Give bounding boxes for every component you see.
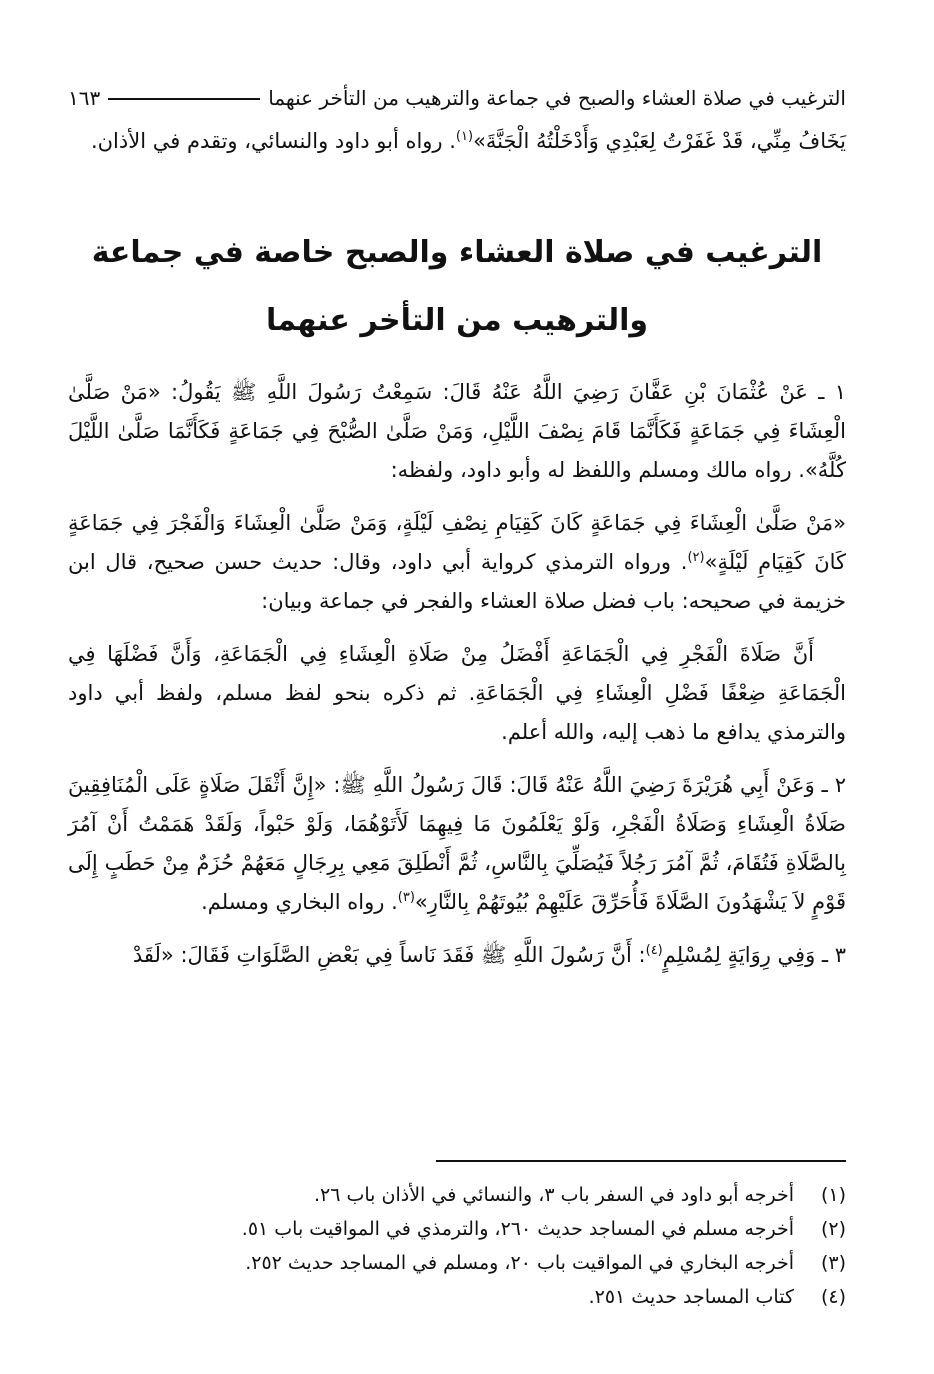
footnote-mark: (٢) [820, 1218, 846, 1240]
intro-tail: . رواه أبو داود والنسائي، وتقدم في الأذان. [90, 129, 456, 153]
ibn-khuzaymah-chapter [68, 635, 846, 752]
footnote-ref-2: (٢) [687, 550, 705, 565]
footnote-separator [436, 1160, 846, 1162]
footnote-text: أخرجه مسلم في المساجد حديث ٢٦٠، والترمذي في المواقيت باب ٥١. [241, 1218, 794, 1240]
footnote-text: كتاب المساجد حديث ٢٥١. [588, 1286, 794, 1308]
footnote-text: أخرجه البخاري في المواقيت باب ٢٠، ومسلم في المساجد حديث ٢٥٢. [245, 1252, 794, 1274]
hadith-1 [68, 373, 846, 490]
hadith-1-variant-text: «مَنْ صَلَّىٰ الْعِشَاءَ فِي جَمَاعَةٍ كَانَ كَقِيَامِ نِصْفِ لَيْلَةٍ، وَمَنْ صَلَّىٰ الْعِشَاءَ وَالْفَجْرَ فِي جَمَاعَةٍ كَانَ كَقِيَامِ لَيْلَةٍ» [68, 511, 847, 574]
footnote-mark: (١) [820, 1184, 846, 1206]
footnote-item [68, 1280, 846, 1314]
footnote-mark: (٣) [820, 1252, 846, 1274]
hadith-3-text: ٣ ـ وَفِي رِوَايَةٍ لِمُسْلِمٍ [662, 943, 846, 967]
hadith-2-tail: . رواه البخاري ومسلم. [201, 890, 398, 914]
footnote-item [68, 1178, 846, 1212]
hadith-2 [68, 766, 846, 922]
footnote-ref-3: (٣) [397, 890, 415, 905]
hadith-1-variant-tail: . ورواه الترمذي كرواية أبي داود، وقال: حديث حسن صحيح، قال ابن خزيمة في صحيحه: باب فضل صلاة العشاء والفجر في جماعة وبيان: [68, 550, 846, 613]
page-number: ١٦٣ [68, 86, 101, 110]
footnote-ref-4: (٤) [645, 943, 663, 958]
hadith-3-tail: : أَنَّ رَسُولَ اللَّهِ ﷺ فَقَدَ نَاساً فِي بَعْضِ الصَّلَوَاتِ فَقَالَ: «لَقَدْ [132, 943, 646, 967]
footnote-text: أخرجه أبو داود في السفر باب ٣، والنسائي في الأذان باب ٢٦. [314, 1184, 794, 1206]
header-rule [108, 98, 260, 100]
hadith-1-text: ١ ـ عَنْ عُثْمَانَ بْنِ عَفَّانَ رَضِيَ اللَّهُ عَنْهُ قَالَ: سَمِعْتُ رَسُولَ اللَّهِ ﷺ يَقُولُ: «مَنْ صَلَّىٰ الْعِشَاءَ فِي جَمَاعَةٍ فَكَأَنَّمَا قَامَ نِصْفَ اللَّيْلِ، وَمَنْ صَلَّىٰ الصُّبْحَ فِي جَمَاعَةٍ فَكَأَنَّمَا صَلَّىٰ اللَّيْلَ كُلَّهُ». رواه مالك ومسلم واللفظ له وأبو داود، ولفظه: [68, 380, 846, 482]
book-page [68, 78, 846, 1348]
footnote-item [68, 1212, 846, 1246]
footnote-item [68, 1246, 846, 1280]
hadith-2-text: ٢ ـ وَعَنْ أَبِي هُرَيْرَةَ رَضِيَ اللَّهُ عَنْهُ قَالَ: قَالَ رَسُولُ اللَّهِ ﷺ: «إِنَّ أَثْقَلَ صَلَاةٍ عَلَى الْمُنَافِقِينَ صَلَاةُ الْعِشَاءِ وَصَلَاةُ الْفَجْرِ، وَلَوْ يَعْلَمُونَ مَا فِيهِمَا لَأَتَوْهُمَا، وَلَوْ حَبْواً، وَلَقَدْ هَمَمْتُ أَنْ آمُرَ بِالصَّلَاةِ فَتُقَامَ، ثُمَّ آمُرَ رَجُلاً فَيُصَلِّيَ بِالنَّاسِ، ثُمَّ أَنْطَلِقَ مَعِي بِرِجَالٍ مَعَهُمْ حُزَمٌ مِنْ حَطَبٍ إِلَى قَوْمٍ لاَ يَشْهَدُونَ الصَّلَاةَ فَأُحَرِّقَ عَلَيْهِمْ بُيُوتَهُمْ بِالنَّارِ» [68, 773, 846, 914]
intro-text: يَخَافُ مِنِّي، قَدْ غَفَرْتُ لِعَبْدِي وَأَدْخَلْتُهُ الْجَنَّةَ» [473, 129, 846, 153]
hadith-3 [68, 936, 846, 975]
ibn-khuzaymah-text: أَنَّ صَلَاةَ الْفَجْرِ فِي الْجَمَاعَةِ أَفْضَلُ مِنْ صَلَاةِ الْعِشَاءِ فِي الْجَمَاعَةِ، وَأَنَّ فَضْلَهَا فِي الْجَمَاعَةِ ضِعْفًا فَضْلِ الْعِشَاءِ فِي الْجَمَاعَةِ. ثم ذكره بنحو لفظ مسلم، ولفظ أبي داود والترمذي يدافع ما ذهب إليه، والله أعلم. [68, 642, 846, 744]
intro-paragraph [68, 122, 846, 161]
footnote-ref-1: (١) [455, 129, 474, 144]
section-title-line-1: الترغيب في صلاة العشاء والصبح خاصة في جماعة [91, 235, 823, 270]
footnote-mark: (٤) [820, 1286, 846, 1308]
section-title [68, 219, 846, 355]
hadith-1-variant [68, 504, 846, 621]
section-title-line-2: والترهيب من التأخر عنهما [265, 303, 649, 338]
running-header [68, 78, 846, 118]
footnotes-list [68, 1178, 846, 1314]
running-title: الترغيب في صلاة العشاء والصبح في جماعة والترهيب من التأخر عنهما [268, 86, 846, 110]
